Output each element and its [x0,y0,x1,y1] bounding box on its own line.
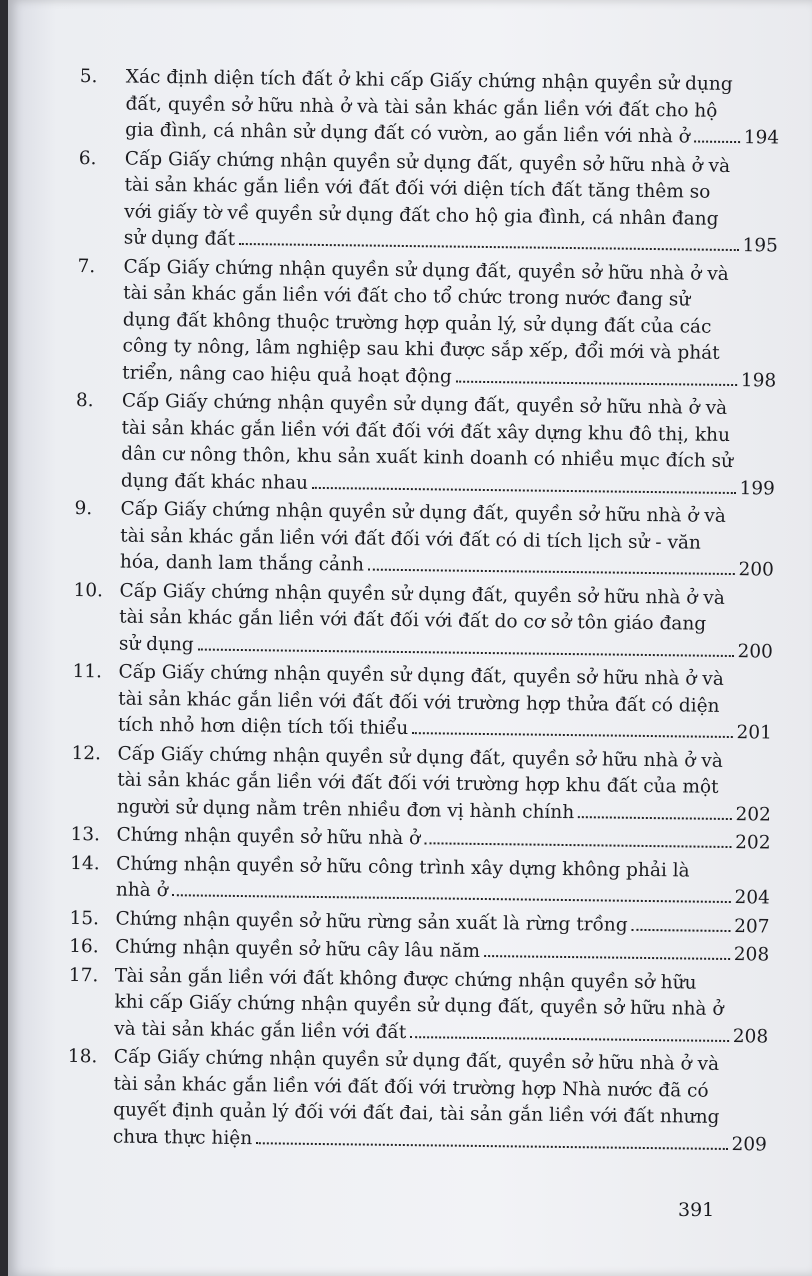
toc-entry-number: 16. [69,935,99,958]
toc-entry [78,145,779,260]
toc-entry-page: 198 [740,369,777,392]
toc-entry [67,1044,768,1159]
toc-entry-number: 12. [71,742,102,764]
dot-leader [239,243,738,251]
toc-entry-body [125,65,780,152]
toc-entry-number: 13. [70,823,101,846]
toc-entry-line: Cấp Giấy chứng nhận quyền sử dụng đất, quyền sở hữu nhà ở và [121,390,728,419]
toc-entry-last-line: triển, nâng cao hiệu quả hoạt động [122,362,452,388]
toc-entry-last-line: Chứng nhận quyền sở hữu nhà ở [116,824,421,850]
toc-entry-line: Xác định diện tích đất ở khi cấp Giấy chứng nhận quyền sử dụng [125,66,733,95]
dot-leader [456,380,737,385]
toc-entry-body [113,1044,768,1158]
toc-entry-page: 208 [732,1025,769,1047]
toc-entry-body [118,660,773,747]
toc-entry [79,64,780,152]
toc-entry-body [122,254,778,394]
toc-entry-page: 209 [731,1133,767,1155]
toc-entry-last-line: và tài sản khác gắn liền với đất [114,1017,407,1043]
toc-entry-line: tài sản khác gắn liền với đất đối với đất có di tích lịch sử - văn [120,525,702,554]
toc-entry-line: Cấp Giấy chứng nhận quyền sử dụng đất, quyền sở hữu nhà ở và [119,580,725,609]
toc-entry-page: 202 [735,803,772,825]
toc-entry-page: 204 [734,887,770,909]
toc-entry-line: Cấp Giấy chứng nhận quyền sử dụng đất, quyền sở hữu nhà ở và [123,256,729,285]
toc-entry-line: đất, quyền sở hữu nhà ở và tài sản khác gắn liền với đất cho hộ [125,93,718,122]
dot-leader [198,648,734,657]
toc-entry [73,577,774,665]
toc-entry-line: tài sản khác gắn liền với đất đối với diện tích đất tăng thêm so [124,174,711,203]
toc-entry [70,850,771,912]
toc-entry-last-line: Chứng nhận quyền sở hữu rừng sản xuất là rừng trồng [115,907,628,936]
dot-leader [694,141,740,144]
dot-leader [368,569,735,575]
toc-entry-line: khi cấp Giấy chứng nhận quyền sử dụng đất, quyền sở hữu nhà ở [114,991,724,1020]
dot-leader [632,928,731,931]
toc-entry-last-line: chưa thực hiện [112,1125,253,1149]
toc-entry-last-line: người sử dụng nằm trên nhiều đơn vị hành chính [116,796,575,823]
toc-entry-page: 194 [743,127,780,149]
dot-leader [412,732,732,738]
toc-entry-line: công ty nông, lâm nghiệp sau khi được sắp xếp, đổi mới và phát [122,335,720,364]
toc-entry-page: 200 [737,640,774,663]
dot-leader [410,1036,729,1042]
toc-entry-page: 199 [739,477,775,500]
toc-entry-page: 201 [736,722,773,744]
toc-entry-line: dân cư nông thôn, khu sản xuất kinh doanh có nhiều mục đích sử [121,443,734,473]
dot-leader [578,816,731,820]
toc-entry-body [124,146,779,260]
page-number: 391 [678,1199,715,1221]
toc-entry-number: 14. [70,852,100,874]
dot-leader [424,842,731,848]
toc-entry-number: 6. [78,147,97,169]
toc-entry-body [119,578,774,665]
toc-entry-line: Tài sản gắn liền với đất không được chứng nhận quyền sở hữu [114,964,697,994]
toc-entry-line: tài sản khác gắn liền với đất đối với trường hợp Nhà nước đã có [113,1072,709,1102]
book-page [8,0,812,1276]
toc-entry-last-line: Chứng nhận quyền sở hữu cây lâu năm [115,936,481,962]
toc-entry-page: 202 [735,832,771,854]
toc-entry [74,496,775,584]
toc-entry-line: quyết định quản lý đối với đất đai, tài sản gắn liền với đất nhưng [113,1099,720,1128]
toc-entry-number: 15. [69,907,100,929]
toc-entry-last-line: gia đình, cá nhân sử dụng đất có vườn, ao gắn liền với nhà ở [125,119,690,148]
toc-entry-last-line: hóa, danh lam thắng cảnh [119,551,365,576]
toc-entry-number: 17. [68,964,99,986]
toc-entry [71,740,772,828]
toc-entry-line: tài sản khác gắn liền với đất đối với trường hợp khu đất của một [117,769,719,798]
toc-entry [72,659,773,747]
toc-entry-number: 10. [73,579,104,601]
toc-entry-page: 200 [738,559,774,581]
toc-entry-line: Cấp Giấy chứng nhận quyền sử dụng đất, quyền sở hữu nhà ở và [124,148,731,177]
toc-entry-line: với giấy tờ về quyền sử dụng đất cho hộ gia đình, cá nhân đang [124,201,719,230]
toc-entry-number: 11. [72,660,103,683]
toc-entry-line: Cấp Giấy chứng nhận quyền sử dụng đất, quyền sở hữu nhà ở và [120,498,726,527]
table-of-contents [67,64,780,1160]
dot-leader [256,1142,727,1150]
toc-entry-line: Cấp Giấy chứng nhận quyền sử dụng đất, quyền sở hữu nhà ở và [113,1046,720,1075]
toc-entry-last-line: tích nhỏ hơn diện tích tối thiểu [117,714,409,740]
dot-leader [484,955,730,960]
toc-entry-page: 208 [733,944,770,966]
toc-entry-number: 8. [75,389,94,412]
toc-entry-line: tài sản khác gắn liền với đất đối với đất xây dựng khu đô thị, khu [121,417,731,446]
toc-entry-last-line: nhà ở [115,879,168,902]
toc-entry-body [121,389,776,503]
toc-entry [76,253,778,394]
toc-entry-line: tài sản khác gắn liền với đất đối với đất do cơ sở tôn giáo đang [119,606,707,635]
toc-entry-line: Chứng nhận quyền sở hữu công trình xây dựng không phải là [116,853,690,882]
toc-entry-last-line: sử dụng đất [123,227,236,250]
toc-entry [75,388,776,503]
toc-entry-body [117,741,772,828]
toc-entry-line: tài sản khác gắn liền với đất cho tổ chức trong nước đang sử [123,282,691,311]
toc-entry-last-line: sử dụng [118,633,194,655]
toc-entry-page: 195 [742,235,778,257]
toc-entry-line: dụng đất không thuộc trường hợp quản lý, sử dụng đất của các [122,309,712,338]
toc-entry [68,962,769,1050]
toc-entry-line: Cấp Giấy chứng nhận quyền sử dụng đất, quyền sở hữu nhà ở và [117,743,723,772]
dot-leader [312,486,736,493]
toc-entry-line: tài sản khác gắn liền với đất đối với trường hợp thửa đất có diện [118,688,720,717]
toc-entry-body [114,963,769,1050]
toc-entry-page: 207 [734,915,770,937]
toc-entry-number: 7. [77,255,96,277]
toc-entry-last-line: dụng đất khác nhau [120,470,309,494]
toc-entry-number: 9. [74,497,93,520]
toc-entry-line: Cấp Giấy chứng nhận quyền sử dụng đất, quyền sở hữu nhà ở và [118,661,724,690]
toc-entry-body [116,851,771,912]
toc-entry-body [120,497,775,584]
toc-entry-number: 5. [79,65,98,88]
dot-leader [172,894,731,903]
toc-entry-number: 18. [67,1045,98,1068]
